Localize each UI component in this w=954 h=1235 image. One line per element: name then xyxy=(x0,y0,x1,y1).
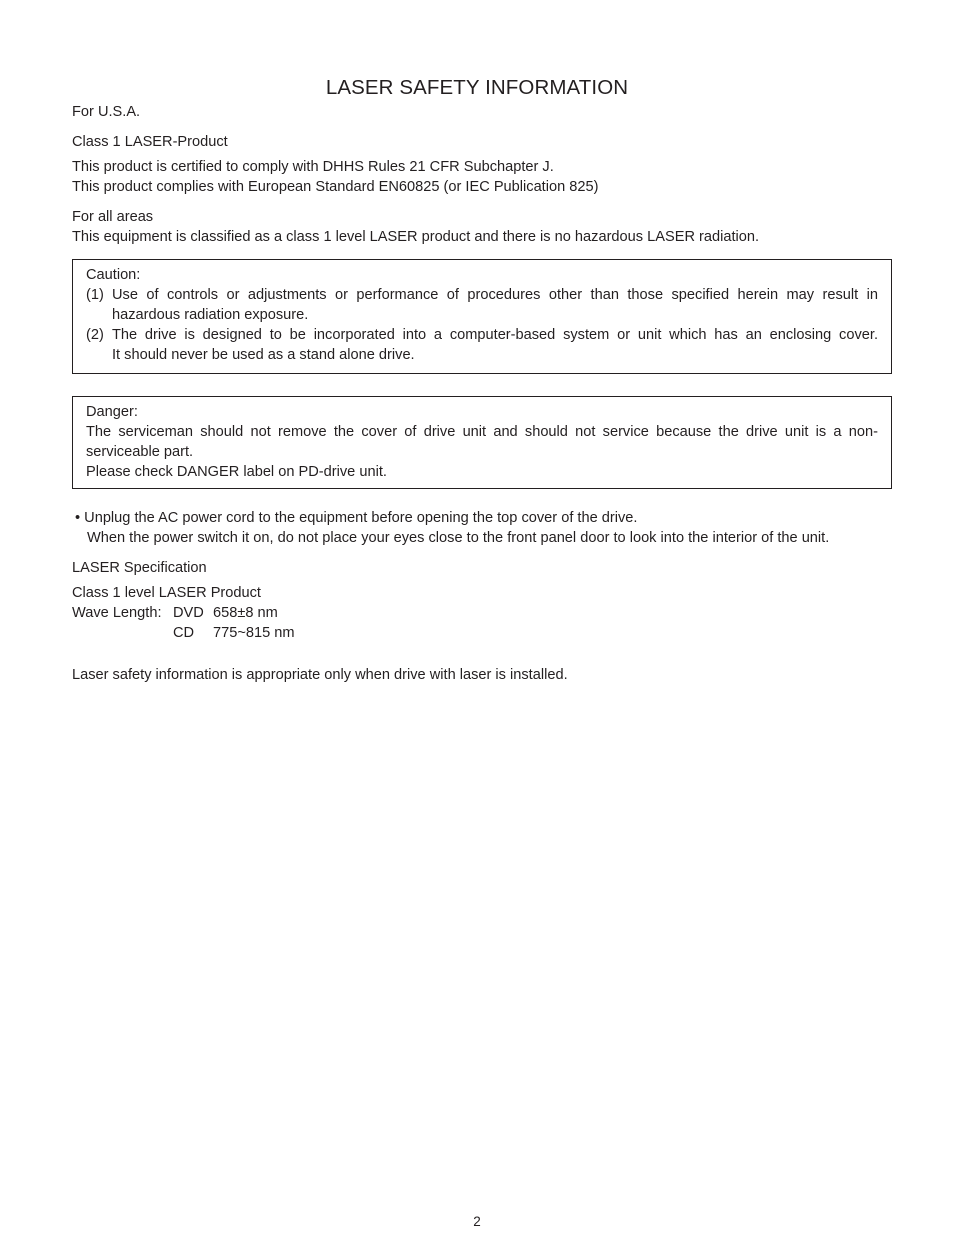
danger-heading: Danger: xyxy=(86,404,138,420)
caution-item-text-cont: hazardous radiation exposure. xyxy=(112,307,309,323)
certification-line-2: This product complies with European Standard EN60825 (or IEC Publication 825) xyxy=(72,179,599,195)
caution-item-number: (1) xyxy=(86,287,104,303)
unplug-notice: • Unplug the AC power cord to the equipment before opening the top cover of the drive. xyxy=(75,510,638,526)
dvd-label: DVD xyxy=(173,605,204,621)
class1-product-label: Class 1 LASER-Product xyxy=(72,134,228,150)
page-number: 2 xyxy=(473,1214,481,1229)
certification-line-1: This product is certified to comply with DHHS Rules 21 CFR Subchapter J. xyxy=(72,159,554,175)
caution-item-text: Use of controls or adjustments or performance of procedures other than those specified herein may result in xyxy=(112,287,878,303)
spec-class-line: Class 1 level LASER Product xyxy=(72,585,261,601)
danger-text-line-1: The serviceman should not remove the cover of drive unit and should not service because the drive unit is a non- xyxy=(86,424,878,440)
dvd-wavelength-value: 658±8 nm xyxy=(213,605,278,621)
region-usa-heading: For U.S.A. xyxy=(72,104,141,120)
caution-item-text: The drive is designed to be incorporated into a computer-based system or unit which has an enclosing cover. xyxy=(112,327,878,343)
caution-box xyxy=(72,259,892,374)
spec-heading: LASER Specification xyxy=(72,560,207,576)
wave-length-label: Wave Length: xyxy=(72,605,162,621)
all-areas-text: This equipment is classified as a class 1 level LASER product and there is no hazardous LASER radiation. xyxy=(72,229,760,245)
danger-text-line-3: Please check DANGER label on PD-drive unit. xyxy=(86,464,387,480)
page-title: LASER SAFETY INFORMATION xyxy=(325,76,629,99)
caution-heading: Caution: xyxy=(86,267,141,283)
cd-wavelength-value: 775~815 nm xyxy=(213,625,295,641)
caution-item-number: (2) xyxy=(86,327,104,343)
danger-box xyxy=(72,396,892,489)
danger-text-line-2: serviceable part. xyxy=(86,444,194,460)
caution-item-text-cont: It should never be used as a stand alone drive. xyxy=(112,347,415,363)
eye-safety-notice: When the power switch it on, do not place your eyes close to the front panel door to look into the interior of the unit. xyxy=(87,530,830,546)
cd-label: CD xyxy=(173,625,195,641)
all-areas-heading: For all areas xyxy=(72,209,154,225)
footer-note: Laser safety information is appropriate only when drive with laser is installed. xyxy=(72,667,568,683)
